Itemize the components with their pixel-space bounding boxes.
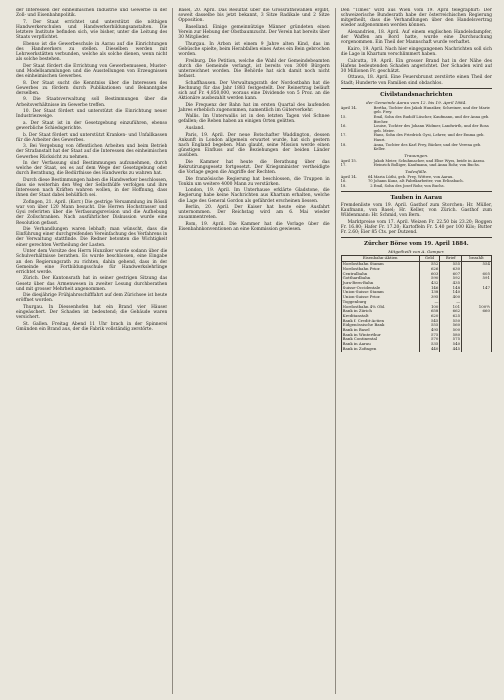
- article-paragraph: 8. Der Staat sucht die Kenntniss über die Interessen des Gewerbes zu fördern durch Publikationen und Bekanntgabe derselben.: [16, 80, 168, 96]
- article-paragraph: 7. Der Staat errichtet und unterstützt die nöthigen Handwerkerschulen und Handwerkerbildungsanstalten. Die letztere Institute befinden sich, wie bisher, unter die Leitung des Staats verpflichtet.: [16, 19, 168, 41]
- stock-name: Bank in Zofingen: [341, 347, 419, 352]
- stock-ask: 101: [440, 305, 462, 310]
- stock-name: Bank in Zürich: [341, 309, 419, 314]
- stock-ask: 550: [440, 319, 462, 324]
- stock-paid: [462, 347, 492, 352]
- stock-bid: 552: [419, 262, 440, 267]
- register-text: Maria Lüthi, geb. Frey, Wittwe, von Aarau.: [373, 174, 454, 179]
- page-columns: [16, 8, 492, 694]
- telegram-paragraph: Ottawa, 18. April. Eine Feuersbrunst zerstörte einen Theil der Stadt; Hunderte von Familien sind obdachlos.: [340, 75, 492, 86]
- stock-ask: 592: [440, 276, 462, 281]
- register-date: 18.: [340, 184, 347, 189]
- article-paragraph: Die Kammer hat heute die Berathung über das Rekrutirungsgesetz fortgesetzt. Der Kriegsminister vertheidigte die Vorlage gegen die Angriffe der Rechten.: [178, 159, 330, 176]
- stock-ask: 580: [440, 333, 462, 338]
- stock-col-paid: bezahlt: [462, 256, 492, 262]
- register-number: [364, 163, 374, 168]
- stock-ask: 140: [440, 290, 462, 295]
- article-paragraph: Freiburg. Die Petition, welche die Wahl der Gemeindebeamten durch die Gemeinde verlangt, ist bereits von 3000 Bürgern unterzeichnet worden. Die Behörde hat sich damit noch nicht befasst.: [178, 58, 330, 80]
- article-paragraph: Die diesjährige Frühjahrsschifffahrt auf dem Zürichsee ist heute eröffnet worden.: [16, 293, 168, 304]
- telegram-paragraph: Kairo, 19. April. Nach hier eingegangenen Nachrichten soll sich die Lage in Khartum verschlimmert haben.: [340, 46, 492, 58]
- stock-bid: 620: [419, 314, 440, 319]
- register-row: [341, 143, 492, 152]
- stock-paid: 660: [462, 309, 492, 314]
- stock-ask: 555: [440, 262, 462, 267]
- register-text: Emil, Sohn des Rudolf Lüscher, Kaufmann, und der Anna geb. Bircher.: [373, 114, 490, 124]
- register-date: April 14.: [340, 174, 357, 179]
- stock-ask: 607: [440, 272, 462, 277]
- telegram-paragraph: Calcutta, 19. April. Ein grosser Brand hat in der Nähe des Hafens bedeutenden Schaden angerichtet. Der Schaden wird auf 30 Millionen Fr. geschätzt.: [340, 58, 492, 74]
- stock-ask: 540: [440, 342, 462, 347]
- stock-col-name: Eisenbahn-Aktien: [341, 256, 419, 262]
- column-middle: [178, 8, 329, 694]
- article-paragraph: St. Gallen. Freitag Abend 11 Uhr brach in der Spinnerei Gmünden ein Brand aus, der die Fabrik vollständig zerstörte.: [16, 321, 168, 332]
- article-paragraph: Zofingen, 21. April. (Korr.) Die gestrige Versammlung im Rössli war von über 120 Mann besucht. Die Herren Hochstrasser und Gysi referirten über die Verfassungsrevision und die Aufhebung der Zollschranken. Nach ausführlicher Diskussion wurde eine Resolution gefasst.: [16, 200, 168, 226]
- register-text: Anna, Tochter des Karl Frey, Bäcker, und der Verena geb. Keller.: [373, 142, 482, 152]
- register-row: [341, 115, 492, 124]
- stock-ask: —: [440, 300, 462, 305]
- register-number: 2: [370, 184, 373, 189]
- article-paragraph: Durch diese Bestimmungen haben die Handwerker beschlossen, dass sie weiterhin den Weg der Selbsthülfe verfolgen und ihre Interessen nach Kräften wahren wollen, in der Hoffnung, dass ihnen der Staat dabei behülflich sei.: [16, 177, 168, 199]
- register-number: 70: [367, 179, 373, 184]
- register-date: 18.: [340, 142, 347, 147]
- deaths-table: [341, 175, 492, 189]
- article-paragraph: Thurgau. In Arbon ist einem 9 Jahre alten Kind, das im Gebüsche spielte, beim Herabfallen eines Astes ein Bein gebrochen worden.: [178, 41, 330, 58]
- register-number: 64: [367, 174, 373, 179]
- stock-paid: 100½: [462, 305, 492, 310]
- stock-paid: 591: [462, 276, 492, 281]
- stock-bid: 432: [419, 281, 440, 286]
- register-text: Heinrich Bolliger, Kaufmann, und Anna Rohr, von Buchs.: [373, 163, 480, 168]
- register-row: [341, 184, 492, 189]
- article-paragraph: Baselland. Einige gemeinnützige Männer gründeten einen Verein zur Hebung der Obstbaumzucht. Der Verein hat bereits über 30 Mitglieder.: [178, 24, 330, 41]
- article-paragraph: London, 19. April. Im Unterhause erklärte Gladstone, die Regierung habe keine Nachrichten aus Khartum erhalten, welche die Lage des General Gordon als gefährdet erscheinen liessen.: [178, 188, 330, 204]
- stock-bid: 495: [419, 328, 440, 333]
- stock-ask: 400: [440, 295, 462, 300]
- stock-table: [341, 255, 492, 351]
- column-left: [16, 8, 167, 694]
- section-rule: [341, 191, 492, 192]
- stock-name: Centralbahn: [341, 272, 419, 277]
- stock-name: Gotthardbahn: [341, 276, 419, 281]
- article-paragraph: Ausland.: [185, 126, 205, 132]
- stock-bid: 570: [419, 337, 440, 342]
- article-paragraph: Paris, 19. April. Der neue Botschafter Waddington, dessen Ankunft in London allgemein erwartet wurde, hat sich gestern nach England begeben. Man glaubt, seine Mission werde einen günstigen Einfluss auf die Beziehungen der beiden Länder ausüben.: [178, 132, 330, 159]
- stock-paid: 554: [462, 262, 492, 267]
- register-text: Bertha, Tochter des Jakob Hunziker, Schreiner, und der Marie geb. Frey.: [373, 105, 490, 115]
- stock-paid: 147: [462, 286, 492, 291]
- stock-bid: 138: [419, 290, 440, 295]
- stock-ask: 500: [440, 328, 462, 333]
- article-paragraph: a. Der Staat ist in der Gesetzgebung einzuführen, ebenso gewerbliche Schiedsgerichte.: [16, 120, 168, 132]
- stock-row: [341, 347, 491, 352]
- stock-name: Bank in Aarau: [341, 342, 419, 347]
- register-date: April 14.: [340, 105, 357, 110]
- stock-bid: 100: [419, 305, 440, 310]
- article-paragraph: Thurgau. In Diessenhofen hat ein Brand vier Häuser eingeäschert. Der Schaden ist bedeutend; die Gebäude waren versichert.: [16, 304, 168, 321]
- article-paragraph: b. Der Staat fördert und unterstützt Kranken- und Unfallkassen für die Arbeiter des Gewerbes.: [16, 132, 168, 143]
- stock-bid: 626: [419, 267, 440, 272]
- register-text: Louise, Tochter des Johann Widmer, Landwirth, und der Rosa geb. Meier.: [373, 124, 489, 133]
- section-rule: [341, 237, 492, 238]
- section-rule: [341, 88, 492, 89]
- register-row: [341, 106, 492, 115]
- register-date: 17.: [340, 133, 347, 138]
- article-paragraph: In der Verfassung sind Bestimmungen aufzunehmen, durch welche der Staat, sei es auf dem Wege der Gesetzgebung oder durch Berathung, die Bedürfnisse des Handwerks zu wahren hat.: [16, 161, 168, 177]
- tauben-header: Tauben in Aarau: [390, 194, 443, 201]
- stock-paid: 605: [462, 272, 492, 277]
- article-paragraph: Die Frequenz der Bahn hat im ersten Quartal des laufenden Jahres erheblich zugenommen, namentlich im Güterverkehr.: [178, 102, 330, 113]
- stock-name: Nordostbahn Prior.: [341, 267, 419, 272]
- article-paragraph: Schaffhausen. Der Verwaltungsrath der Nordostbahn hat die Rechnung für das Jahr 1883 festgestellt. Der Reinertrag beläuft sich auf Fr. 4,850,000, woraus eine Dividende von 5 Proz. an die Aktionäre ausbezahlt werden kann.: [178, 80, 330, 102]
- boerse-title: Zürcher Börse vom 19. April 1884.: [364, 240, 469, 247]
- register-row: [341, 133, 492, 142]
- article-paragraph: Zürich. Der Kantonsrath hat in seiner gestrigen Sitzung das Gesetz über das Armenwesen in zweiter Lesung durchberathen und mit grosser Mehrheit angenommen.: [16, 276, 168, 292]
- market-text: Marktpreise vom 17. April. Weizen Fr. 22.50 bis 23.20; Roggen Fr. 16.80; Hafer Fr. 17.20; Kartoffeln Fr. 5.40 per 100 Kilo; Butter Fr. 2.60; Eier 85 Cts. per Dutzend.: [340, 219, 492, 235]
- stock-name: Bank f. Credit-Actien: [341, 319, 419, 324]
- stock-ask: 435: [440, 281, 462, 286]
- stock-col-bid: Geld: [419, 256, 440, 262]
- civil-status-header: Civilstandsnachrichten: [380, 91, 453, 98]
- register-text: Jakob Meier, Schuhmacher, und Elise Wyss, beide in Aarau.: [373, 158, 486, 163]
- register-number: [364, 133, 374, 142]
- stock-bid: 603: [419, 272, 440, 277]
- article-paragraph: Rom, 19. April. Die Kammer hat die Vorlage über die Eisenbahnkonventionen an eine Kommission gewiesen.: [178, 222, 330, 233]
- marriages-table: [341, 159, 492, 168]
- article-paragraph: Der Staat fördert die Errichtung von Gewerbemuseen, Muster- und Modellsammlungen und die Ausstellungen von Erzeugnissen des einheimischen Gewerbes.: [16, 63, 168, 80]
- stock-bid: 395: [419, 295, 440, 300]
- telegram-paragraph: Alexandrien, 18. April. Auf einem englischen Handelsdampfer, der Waffen am Bord hatte, wurde eine Durchsuchung vorgenommen. Ein Theil der Mannschaft wurde verhaftet.: [340, 30, 492, 46]
- stock-name: Bank in Basel: [341, 328, 419, 333]
- stock-ask: 575: [440, 337, 462, 342]
- stock-name: Bank Continental: [341, 337, 419, 342]
- stock-name: Bank in Winterthur: [341, 333, 419, 338]
- civil-status-subtitle: der Gemeinde Aarau vom 12. bis 19. April 1884.: [366, 99, 467, 105]
- article-paragraph: Die französische Regierung hat beschlossen, die Truppen in Tonkin um weitere 4000 Mann zu verstärken.: [178, 176, 330, 187]
- column-right: [341, 8, 492, 694]
- register-date: 15.: [340, 114, 347, 119]
- stock-name: Union-Suisse Prior.: [341, 295, 419, 300]
- foreign-telegrams: [341, 8, 492, 86]
- stock-ask: 662: [440, 309, 462, 314]
- register-text: Emil, Sohn des Josef Rohr, von Buchs.: [373, 184, 445, 189]
- stock-bid: 658: [419, 309, 440, 314]
- stock-name: Toggenburg: [341, 300, 419, 305]
- stock-col-ask: Brief: [440, 256, 462, 262]
- register-row: [341, 124, 492, 133]
- boerse-subtitle: Mitgetheilt von A. Gamper.: [388, 249, 445, 255]
- stock-name: Eidgenössische Bank: [341, 323, 419, 328]
- article-paragraph: Unter dem Vorsitze des Herrn Hunziker wurde sodann über die Schulverhältnisse berathen. Es wurde beschlossen, eine Eingabe an den Regierungsrath zu richten, dahin gehend, dass in der Gemeinde eine Fortbildungsschule für Handwerkslehrlinge errichtet werde.: [16, 249, 168, 275]
- stock-name: Jura-Bern-Bahn: [341, 281, 419, 286]
- stock-ask: 560: [440, 323, 462, 328]
- stock-name: Suisse-Occidentale: [341, 286, 419, 291]
- register-number: [364, 106, 374, 115]
- stock-bid: 146: [419, 286, 440, 291]
- article-paragraph: Berlin, 20. April. Der Kaiser hat heute eine Ausfahrt unternommen. Der Reichstag wird am 6. Mai wieder zusammentreten.: [178, 205, 330, 221]
- article-paragraph: 9. Die Staatsverwaltung soll Bestimmungen über die Arbeitsverhältnisse im Gewerbe treffen.: [16, 97, 168, 108]
- register-date: April 15.: [340, 158, 357, 163]
- register-number: [364, 115, 374, 124]
- article-paragraph: der Interessen der einheimischen Industrie und Gewerbe in der Zoll- und Eisenbahnpolitik.: [16, 8, 168, 19]
- telegram-paragraph: Den "Times" wird aus Wien vom 19. April telegraphirt: Der schweizerische Bundesrath habe der österreichischen Regierung mitgetheilt, dass die Verhandlungen über den Handelsvertrag wieder aufgenommen werden können.: [340, 8, 492, 29]
- stock-bid: 440: [419, 347, 440, 352]
- stock-bid: 575: [419, 333, 440, 338]
- column-divider: [172, 8, 173, 694]
- column-divider: [335, 8, 336, 694]
- tauben-text: Fremdenliste vom 19. April. Gasthof zum Storchen: Hr. Müller, Kaufmann, von Basel; Hr. Keller, von Zürich. Gasthof zum Wildenmann: Hr. Schmid, von Bern.: [340, 202, 492, 218]
- register-row: [341, 163, 492, 168]
- stock-name: Nordostbahn Stamm: [341, 262, 419, 267]
- register-date: 16.: [340, 124, 347, 129]
- stock-name: Kreditanstalt: [341, 314, 419, 319]
- article-paragraph: Die Verhandlungen waren lebhaft; man wünscht, dass die Einführung einer durchgreifenden Vereinfachung des Verfahrens in der Verwaltung stattfinde. Die Redner betonten die Wichtigkeit einer gerechten Vertheilung der Lasten.: [16, 227, 168, 248]
- stock-ask: 148: [440, 286, 462, 291]
- births-table: [341, 106, 492, 152]
- stock-ask: 630: [440, 267, 462, 272]
- register-text: Hans, Sohn des Friedrich Gysi, Lehrer, und der Emma geb. Hauri.: [373, 133, 485, 142]
- article-paragraph: 10. Der Staat fördert und unterstützt die Einrichtung neuer Industriezweige.: [16, 109, 168, 120]
- register-date: 16.: [340, 179, 347, 184]
- stock-name: Nordostbahn 4% Obl.: [341, 305, 419, 310]
- stock-bid: 545: [419, 319, 440, 324]
- stock-bid: 555: [419, 323, 440, 328]
- marriages-header: Trauungen.: [404, 152, 429, 158]
- stock-bid: 535: [419, 342, 440, 347]
- stock-bid: —: [419, 300, 440, 305]
- register-number: [364, 143, 374, 152]
- stock-name: Union-Suisse Stamm: [341, 290, 419, 295]
- article-paragraph: Wallis. Im Unterwallis ist in den letzten Tagen viel Schnee gefallen; die Reben haben an einigen Orten gelitten.: [178, 114, 330, 125]
- stock-ask: 445: [440, 347, 462, 352]
- article-paragraph: Ebenso ist die Gewerbeschule in Aarau auf die Einrichtungen des Handwerkers zu stellen. Dieselben werden mit Lehrwerkstätten verbunden, welche als solche dienen, wenn nicht als solche bestehen.: [16, 41, 168, 63]
- article-paragraph: Basel, 20. April. Das Resultat über die Grossrathswahlen ergibt, soweit dasselbe bis jetzt bekannt, 3 Sitze Radikale und 2 Sitze Opposition.: [178, 8, 330, 24]
- deaths-header: Todesfälle.: [405, 168, 428, 174]
- register-number: [364, 124, 374, 133]
- register-text: Johann Kunz, alt Fabrikarbeiter, von Erlinsbach.: [373, 179, 464, 184]
- stock-ask: 625: [440, 314, 462, 319]
- register-date: 17.: [340, 163, 347, 168]
- article-paragraph: 3. Bei Vergebung von öffentlichen Arbeiten und beim Betrieb der Strafanstalt hat der Staat auf die Interessen des einheimischen Gewerbes Rücksicht zu nehmen.: [16, 144, 168, 160]
- stock-bid: 590: [419, 276, 440, 281]
